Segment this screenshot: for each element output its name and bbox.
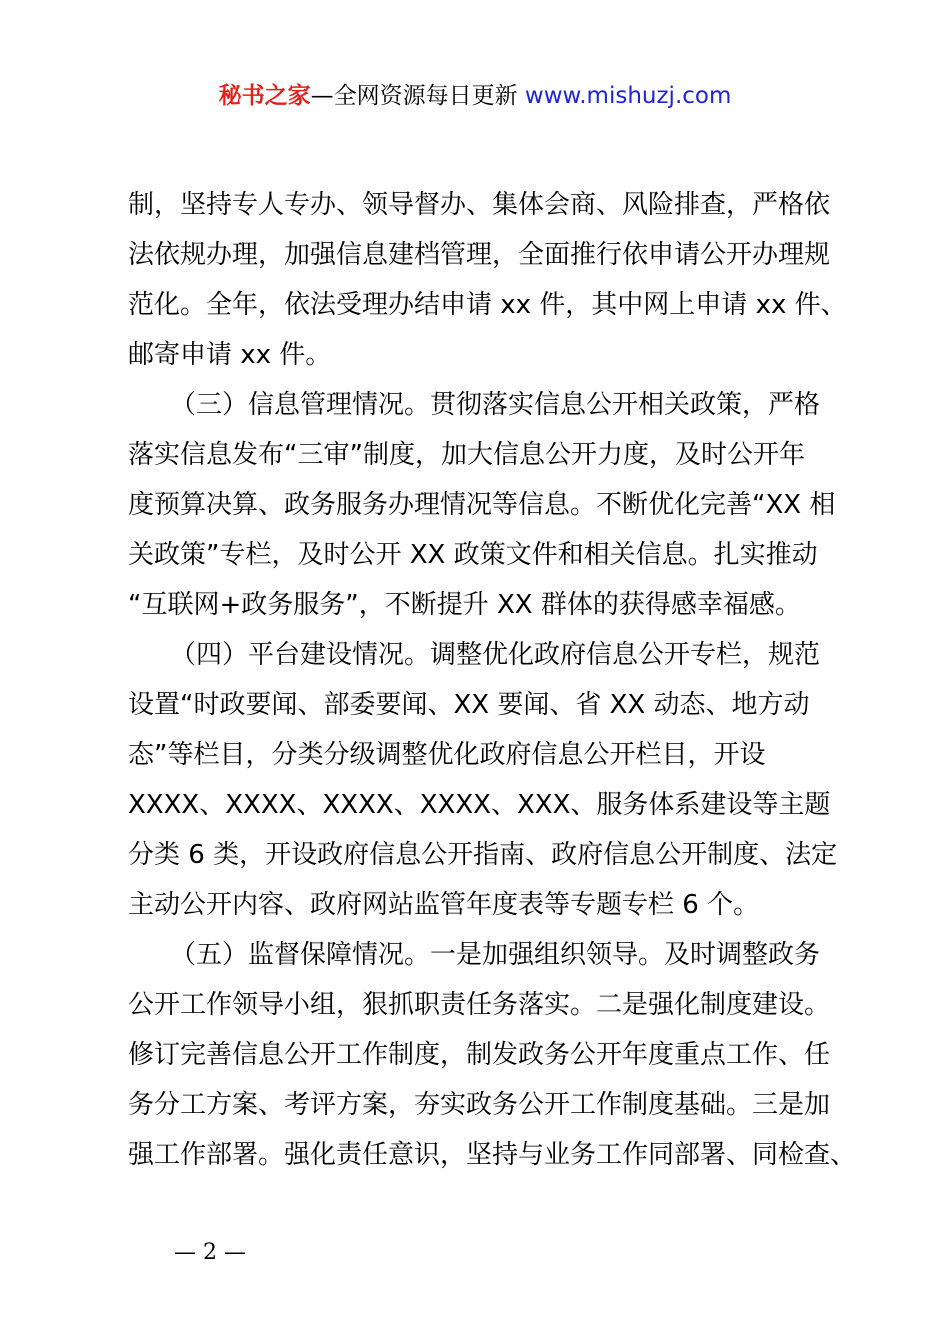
text-line: XXXX、XXXX、XXXX、XXXX、XXX、服务体系建设等主题 [128,790,831,820]
text-line: 设置“时政要闻、部委要闻、XX 要闻、省 XX 动态、地方动 [128,690,810,720]
text-line: 邮寄申请 xx 件。 [128,340,332,370]
text-line: 公开工作领导小组，狠抓职责任务落实。二是强化制度建设。 [128,990,831,1020]
header-tagline: —全网资源每日更新 [310,83,518,109]
text-line: 修订完善信息公开工作制度，制发政务公开年度重点工作、任 [128,1040,831,1070]
brand-name: 秘书之家 [218,83,311,109]
text-line: 主动公开内容、政府网站监管年度表等专题专栏 6 个。 [128,890,760,920]
text-line: 制，坚持专人专办、领导督办、集体会商、风险排查，严格依 [128,190,831,220]
site-url-link[interactable]: www.mishuzj.com [524,83,732,109]
text-line: “互联网+政务服务”，不断提升 XX 群体的获得感幸福感。 [128,590,801,620]
page-number: — 2 — [174,1240,246,1265]
document-body [128,180,857,1180]
paragraph-start-line: （三）信息管理情况。贯彻落实信息公开相关政策，严格 [170,390,821,420]
text-line: 落实信息发布“三审”制度，加大信息公开力度，及时公开年 [128,440,805,470]
text-line: 分类 6 类，开设政府信息公开指南、政府信息公开制度、法定 [128,840,838,870]
text-line: 态”等栏目，分类分级调整优化政府信息公开栏目，开设 [128,740,766,770]
text-line: 关政策”专栏，及时公开 XX 政策文件和相关信息。扎实推动 [128,540,818,570]
paragraph-start-line: （四）平台建设情况。调整优化政府信息公开专栏，规范 [170,640,821,670]
text-line: 度预算决算、政务服务办理情况等信息。不断优化完善“XX 相 [128,490,836,520]
paragraph-start-line: （五）监督保障情况。一是加强组织领导。及时调整政务 [170,940,821,970]
text-line: 法依规办理，加强信息建档管理，全面推行依申请公开办理规 [128,240,831,270]
text-line: 强工作部署。强化责任意识，坚持与业务工作同部署、同检查、 [128,1140,857,1170]
text-line: 范化。全年，依法受理办结申请 xx 件，其中网上申请 xx 件、 [128,290,847,320]
text-line: 务分工方案、考评方案，夯实政务公开工作制度基础。三是加 [128,1090,831,1120]
page-header [0,80,950,112]
